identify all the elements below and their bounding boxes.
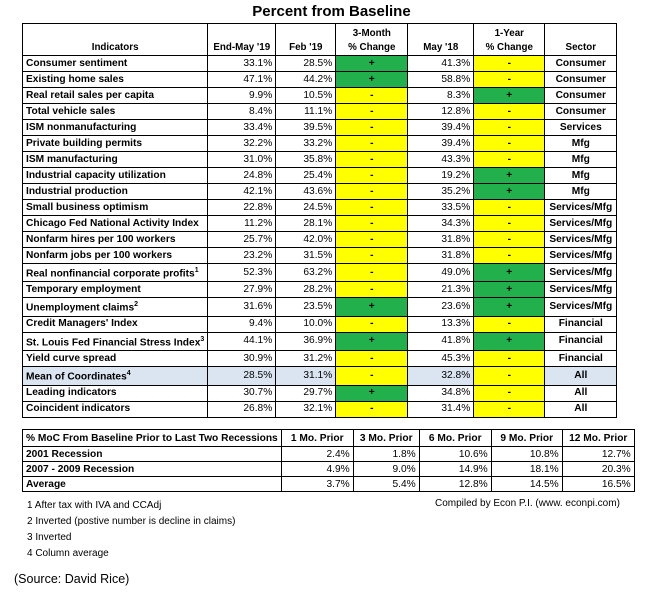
recession-value: 9.0% xyxy=(353,462,419,477)
end-may-19-value: 24.8% xyxy=(208,168,276,184)
feb-19-value: 44.2% xyxy=(276,72,336,88)
3-month-change-signal: + xyxy=(336,72,408,88)
feb-19-value: 43.6% xyxy=(276,184,336,200)
feb-19-value: 63.2% xyxy=(276,264,336,282)
1-year-change-signal: - xyxy=(474,385,545,401)
indicator-name: Industrial capacity utilization xyxy=(23,168,208,184)
sector-value: Services/Mfg xyxy=(545,282,617,298)
3-month-change-signal: + xyxy=(336,332,408,350)
3-month-change-signal: - xyxy=(336,316,408,332)
recession-header-col: 9 Mo. Prior xyxy=(491,430,562,447)
footnote-marker: 3 xyxy=(200,335,205,343)
indicator-name: Real retail sales per capita xyxy=(23,88,208,104)
may-18-value: 43.3% xyxy=(408,152,474,168)
feb-19-value: 42.0% xyxy=(276,232,336,248)
may-18-value: 19.2% xyxy=(408,168,474,184)
feb-19-value: 29.7% xyxy=(276,385,336,401)
header-3-month-change: 3-Month % Change xyxy=(336,24,408,56)
indicator-name: Chicago Fed National Activity Index xyxy=(23,216,208,232)
footnotes xyxy=(27,498,235,562)
may-18-value: 34.8% xyxy=(408,385,474,401)
may-18-value: 31.8% xyxy=(408,248,474,264)
recession-value: 20.3% xyxy=(562,462,634,477)
1-year-change-signal: - xyxy=(474,367,545,385)
3-month-change-signal: - xyxy=(336,401,408,417)
sector-value: Consumer xyxy=(545,56,617,72)
recession-header-row xyxy=(23,430,635,447)
end-may-19-value: 11.2% xyxy=(208,216,276,232)
3-month-change-signal: + xyxy=(336,298,408,316)
sector-value: Services/Mfg xyxy=(545,264,617,282)
end-may-19-value: 25.7% xyxy=(208,232,276,248)
feb-19-value: 31.1% xyxy=(276,367,336,385)
may-18-value: 49.0% xyxy=(408,264,474,282)
1-year-change-signal: - xyxy=(474,316,545,332)
indicator-name: Industrial production xyxy=(23,184,208,200)
3-month-change-signal: - xyxy=(336,136,408,152)
recession-value: 16.5% xyxy=(562,477,634,492)
3-month-change-signal: - xyxy=(336,216,408,232)
footnote-marker: 4 xyxy=(126,370,131,378)
indicator-name: St. Louis Fed Financial Stress Index$^3$ xyxy=(23,332,208,350)
1-year-change-signal: - xyxy=(474,200,545,216)
3-month-change-signal: - xyxy=(336,120,408,136)
end-may-19-value: 23.2% xyxy=(208,248,276,264)
end-may-19-value: 44.1% xyxy=(208,332,276,350)
indicator-name: Small business optimism xyxy=(23,200,208,216)
indicator-name: Unemployment claims$^2$ xyxy=(23,298,208,316)
table-title: Percent from Baseline xyxy=(252,3,411,20)
feb-19-value: 33.2% xyxy=(276,136,336,152)
footnote-marker: 2 xyxy=(134,301,139,309)
table-row xyxy=(23,316,617,332)
recession-value: 10.8% xyxy=(491,447,562,462)
table-row xyxy=(23,168,617,184)
feb-19-value: 35.8% xyxy=(276,152,336,168)
table-row xyxy=(23,367,617,385)
table-row xyxy=(23,264,617,282)
end-may-19-value: 32.2% xyxy=(208,136,276,152)
1-year-change-signal: + xyxy=(474,184,545,200)
feb-19-value: 23.5% xyxy=(276,298,336,316)
recession-value: 2.4% xyxy=(281,447,353,462)
3-month-change-signal: - xyxy=(336,104,408,120)
feb-19-value: 24.5% xyxy=(276,200,336,216)
may-18-value: 8.3% xyxy=(408,88,474,104)
table-row xyxy=(23,351,617,367)
may-18-value: 31.8% xyxy=(408,232,474,248)
end-may-19-value: 28.5% xyxy=(208,367,276,385)
recession-value: 18.1% xyxy=(491,462,562,477)
table-row xyxy=(23,385,617,401)
sector-value: Services/Mfg xyxy=(545,248,617,264)
end-may-19-value: 22.8% xyxy=(208,200,276,216)
may-18-value: 41.3% xyxy=(408,56,474,72)
indicator-name: Existing home sales xyxy=(23,72,208,88)
3-month-change-signal: + xyxy=(336,385,408,401)
recession-header-col: 6 Mo. Prior xyxy=(419,430,491,447)
indicator-name: Nonfarm jobs per 100 workers xyxy=(23,248,208,264)
table-row xyxy=(23,282,617,298)
3-month-change-signal: - xyxy=(336,282,408,298)
end-may-19-value: 8.4% xyxy=(208,104,276,120)
3-month-change-signal: - xyxy=(336,351,408,367)
sector-value: Mfg xyxy=(545,152,617,168)
indicator-name: ISM nonmanufacturing xyxy=(23,120,208,136)
recession-header-col: 3 Mo. Prior xyxy=(353,430,419,447)
recession-label: Average xyxy=(23,477,282,492)
recession-table xyxy=(22,429,635,492)
sector-value: Services/Mfg xyxy=(545,216,617,232)
1-year-change-signal: - xyxy=(474,104,545,120)
compiled-by: Compiled by Econ P.I. (www. econpi.com) xyxy=(435,498,620,509)
sector-value: Services xyxy=(545,120,617,136)
end-may-19-value: 26.8% xyxy=(208,401,276,417)
footnote-1: 1 After tax with IVA and CCAdj xyxy=(27,500,162,511)
recession-header-col: 12 Mo. Prior xyxy=(562,430,634,447)
may-18-value: 21.3% xyxy=(408,282,474,298)
recession-row xyxy=(23,477,635,492)
indicator-name: Total vehicle sales xyxy=(23,104,208,120)
feb-19-value: 31.2% xyxy=(276,351,336,367)
sector-value: All xyxy=(545,367,617,385)
1-year-change-signal: - xyxy=(474,232,545,248)
feb-19-value: 28.2% xyxy=(276,282,336,298)
table-row xyxy=(23,104,617,120)
header-may-18: May '18 xyxy=(408,24,474,56)
3-month-change-signal: - xyxy=(336,200,408,216)
3-month-change-signal: - xyxy=(336,88,408,104)
3-month-change-signal: - xyxy=(336,248,408,264)
recession-value: 5.4% xyxy=(353,477,419,492)
recession-label: 2007 - 2009 Recession xyxy=(23,462,282,477)
may-18-value: 58.8% xyxy=(408,72,474,88)
may-18-value: 35.2% xyxy=(408,184,474,200)
end-may-19-value: 33.1% xyxy=(208,56,276,72)
feb-19-value: 28.1% xyxy=(276,216,336,232)
may-18-value: 39.4% xyxy=(408,120,474,136)
1-year-change-signal: + xyxy=(474,332,545,350)
sector-value: Mfg xyxy=(545,168,617,184)
sector-value: Mfg xyxy=(545,184,617,200)
header-feb-19: Feb '19 xyxy=(276,24,336,56)
sector-value: Mfg xyxy=(545,136,617,152)
feb-19-value: 10.5% xyxy=(276,88,336,104)
indicator-name: Private building permits xyxy=(23,136,208,152)
3-month-change-signal: - xyxy=(336,264,408,282)
recession-value: 12.7% xyxy=(562,447,634,462)
sector-value: Consumer xyxy=(545,104,617,120)
may-18-value: 34.3% xyxy=(408,216,474,232)
1-year-change-signal: - xyxy=(474,152,545,168)
indicator-name: Consumer sentiment xyxy=(23,56,208,72)
sector-value: Consumer xyxy=(545,88,617,104)
table-row xyxy=(23,332,617,350)
end-may-19-value: 52.3% xyxy=(208,264,276,282)
sector-value: Services/Mfg xyxy=(545,200,617,216)
recession-header-label: % MoC From Baseline Prior to Last Two Recessions xyxy=(23,430,282,447)
sector-value: All xyxy=(545,401,617,417)
1-year-change-signal: - xyxy=(474,120,545,136)
feb-19-value: 10.0% xyxy=(276,316,336,332)
sector-value: Services/Mfg xyxy=(545,232,617,248)
end-may-19-value: 30.7% xyxy=(208,385,276,401)
end-may-19-value: 9.9% xyxy=(208,88,276,104)
recession-value: 1.8% xyxy=(353,447,419,462)
baseline-table xyxy=(22,23,617,418)
1-year-change-signal: - xyxy=(474,72,545,88)
1-year-change-signal: + xyxy=(474,282,545,298)
indicator-name: ISM manufacturing xyxy=(23,152,208,168)
1-year-change-signal: - xyxy=(474,351,545,367)
table-row xyxy=(23,232,617,248)
source-credit: (Source: David Rice) xyxy=(14,572,130,586)
end-may-19-value: 30.9% xyxy=(208,351,276,367)
header-sector: Sector xyxy=(545,24,617,56)
sector-value: All xyxy=(545,385,617,401)
feb-19-value: 25.4% xyxy=(276,168,336,184)
recession-value: 12.8% xyxy=(419,477,491,492)
table-row xyxy=(23,216,617,232)
1-year-change-signal: - xyxy=(474,216,545,232)
table-row xyxy=(23,152,617,168)
end-may-19-value: 9.4% xyxy=(208,316,276,332)
1-year-change-signal: - xyxy=(474,401,545,417)
recession-row xyxy=(23,447,635,462)
recession-header-col: 1 Mo. Prior xyxy=(281,430,353,447)
feb-19-value: 11.1% xyxy=(276,104,336,120)
may-18-value: 23.6% xyxy=(408,298,474,316)
3-month-change-signal: - xyxy=(336,367,408,385)
may-18-value: 41.8% xyxy=(408,332,474,350)
sector-value: Financial xyxy=(545,351,617,367)
feb-19-value: 28.5% xyxy=(276,56,336,72)
table-row xyxy=(23,401,617,417)
end-may-19-value: 42.1% xyxy=(208,184,276,200)
indicator-name: Coincident indicators xyxy=(23,401,208,417)
indicator-name: Real nonfinancial corporate profits$^1$ xyxy=(23,264,208,282)
indicator-name: Leading indicators xyxy=(23,385,208,401)
recession-value: 4.9% xyxy=(281,462,353,477)
1-year-change-signal: + xyxy=(474,298,545,316)
header-end-may-19: End-May '19 xyxy=(208,24,276,56)
header-1-year-change: 1-Year % Change xyxy=(474,24,545,56)
end-may-19-value: 33.4% xyxy=(208,120,276,136)
indicator-name: Mean of Coordinates$^4$ xyxy=(23,367,208,385)
recession-row xyxy=(23,462,635,477)
recession-value: 14.5% xyxy=(491,477,562,492)
3-month-change-signal: - xyxy=(336,152,408,168)
may-18-value: 12.8% xyxy=(408,104,474,120)
table-row xyxy=(23,136,617,152)
sector-value: Financial xyxy=(545,316,617,332)
indicator-name: Temporary employment xyxy=(23,282,208,298)
end-may-19-value: 31.0% xyxy=(208,152,276,168)
1-year-change-signal: + xyxy=(474,88,545,104)
sector-value: Services/Mfg xyxy=(545,298,617,316)
feb-19-value: 36.9% xyxy=(276,332,336,350)
recession-value: 14.9% xyxy=(419,462,491,477)
may-18-value: 32.8% xyxy=(408,367,474,385)
1-year-change-signal: + xyxy=(474,264,545,282)
may-18-value: 33.5% xyxy=(408,200,474,216)
header-row xyxy=(23,24,617,56)
end-may-19-value: 31.6% xyxy=(208,298,276,316)
table-row xyxy=(23,120,617,136)
may-18-value: 13.3% xyxy=(408,316,474,332)
footnote-3: 3 Inverted xyxy=(27,532,72,543)
1-year-change-signal: - xyxy=(474,248,545,264)
feb-19-value: 32.1% xyxy=(276,401,336,417)
sector-value: Financial xyxy=(545,332,617,350)
may-18-value: 45.3% xyxy=(408,351,474,367)
1-year-change-signal: - xyxy=(474,136,545,152)
recession-value: 10.6% xyxy=(419,447,491,462)
end-may-19-value: 27.9% xyxy=(208,282,276,298)
1-year-change-signal: - xyxy=(474,56,545,72)
1-year-change-signal: + xyxy=(474,168,545,184)
end-may-19-value: 47.1% xyxy=(208,72,276,88)
sector-value: Consumer xyxy=(545,72,617,88)
3-month-change-signal: - xyxy=(336,184,408,200)
recession-label: 2001 Recession xyxy=(23,447,282,462)
indicator-name: Yield curve spread xyxy=(23,351,208,367)
table-row xyxy=(23,88,617,104)
3-month-change-signal: - xyxy=(336,168,408,184)
table-row xyxy=(23,248,617,264)
footnote-2: 2 Inverted (postive number is decline in claims) xyxy=(27,516,236,527)
3-month-change-signal: + xyxy=(336,56,408,72)
may-18-value: 39.4% xyxy=(408,136,474,152)
3-month-change-signal: - xyxy=(336,232,408,248)
table-row xyxy=(23,184,617,200)
feb-19-value: 39.5% xyxy=(276,120,336,136)
header-indicators: Indicators xyxy=(23,24,208,56)
footnote-4: 4 Column average xyxy=(27,548,109,559)
footnote-marker: 1 xyxy=(194,267,199,274)
feb-19-value: 31.5% xyxy=(276,248,336,264)
table-row xyxy=(23,56,617,72)
table-row xyxy=(23,200,617,216)
recession-value: 3.7% xyxy=(281,477,353,492)
table-row xyxy=(23,72,617,88)
indicator-name: Nonfarm hires per 100 workers xyxy=(23,232,208,248)
indicator-name: Credit Managers' Index xyxy=(23,316,208,332)
table-row xyxy=(23,298,617,316)
may-18-value: 31.4% xyxy=(408,401,474,417)
